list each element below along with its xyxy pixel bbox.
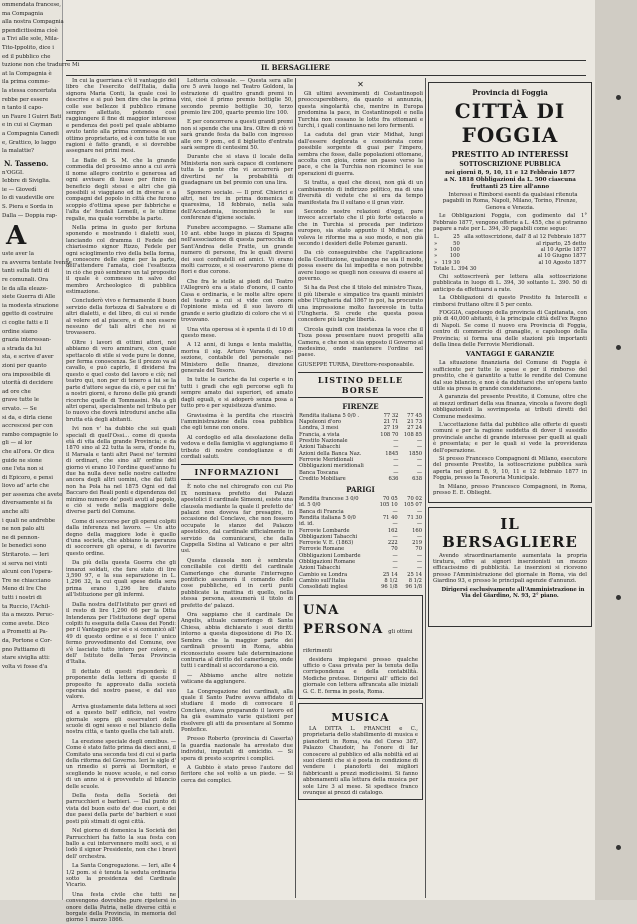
article-paragraph: Il dettato di questi risponderà: il proponente della lettera di queste il proposito fu approvato dalla società operaia del nostro paese, e dal suo valore. (66, 668, 176, 701)
strip-line: le benedici sono (2, 543, 47, 550)
strip-line: diversamente si fa (2, 500, 53, 507)
strip-line: zioni per quanto (2, 362, 47, 369)
strip-line: e in cui si Cayman (2, 122, 53, 129)
table-cell: Napoleoni d'oro (299, 419, 342, 426)
foggia-para9: In Milano, presso Francesco Compagnoni, in Roma, presso E. E. Oblieght. (433, 483, 587, 497)
table-cell: 119 30 (441, 259, 460, 266)
firenze-table (298, 413, 423, 482)
strip-line: a Prometti ai Pa- (2, 629, 48, 636)
article-paragraph: E per concorrere a questi grandi premi non si spende che una lira. Oltre di ciò vi sarà grande festa da ballo con ingresso alle ore 9 pom., ed il biglietto d'entrata sarà sempre di centesimi 50. (181, 119, 293, 152)
strip-line: Tre ne chiacciano (2, 577, 51, 584)
strip-line: ed il pubblico che (2, 53, 51, 60)
article-paragraph: Da più della questa Guerra che gli innanzi soldati, che fare stato di lire 3,590 97, e la sua separazione in L. 1,296 32, la cui quali spese della sera prima erano 1,296 lire d'aiuto all'Istituzione per gli infermi. (66, 560, 176, 599)
masthead-title: IL BERSAGLIERE (261, 63, 330, 72)
table-cell: 105 10 (379, 502, 398, 509)
foggia-para4: FOGGIA, capoluogo della provincia di Capitanata, con più di 40,000 abitanti, è la principale città dell'ex Regno di Napoli. Se come il nuovo era Provincia di Foggia, centro di commercio di granaglie, e capoluogo della Provincia; si forma una delle stazioni più importanti della linea delle Ferrovie Meridionali. (433, 309, 587, 348)
table-cell: 27 19 (383, 425, 399, 432)
strip-line: che all'ora. Or dica (2, 448, 55, 455)
table-cell: Obbligazioni Tabacchi (299, 533, 358, 540)
table-cell: — (393, 469, 399, 476)
foggia-para3: La Obbligazioni di questo Prestito fu Intercelli e rimborsi fruttano oltre il 5 per cento. (433, 295, 587, 308)
table-cell: Credito Mobiliare (299, 475, 346, 482)
table-cell: 21 71 (383, 419, 399, 426)
foggia-prestito: PRESTITO AD INTERESSI (451, 149, 569, 159)
table-cell: Ferrovie Romane (299, 546, 345, 553)
bersagliere-ad (428, 507, 592, 627)
strip-line: siete Guerra di Alle (2, 294, 56, 301)
table-cell: al 10 Agosto 1877 (538, 259, 586, 266)
strip-line: a Compagnia Canedi (2, 130, 59, 137)
article-paragraph: Al cordoglio ed alla desolazione della vedova e della famiglia vi aggiungiamo il tributo di nostre condoglianze e di cordiali saluti. (181, 434, 293, 460)
strip-line: ita a mezzo. Peruc- (2, 612, 54, 619)
table-cell: Ferrovie V. E. (1863) (299, 540, 354, 547)
table-cell: Ferrovie Meridionali (299, 456, 354, 463)
page-edge (595, 0, 637, 900)
strip-heading-1: N. Tasseno. (4, 158, 49, 168)
table-cell: — (416, 438, 422, 445)
strip-line: ila prima comme- (2, 79, 50, 86)
article-paragraph: Che fra le stelle ai piedi del Teatro l'Allegrerò era a stato d'onore, il canto Casa e ordinaria, e le molte altre opere del teatro a cui si vide con onore l'opinione mista ed il suo lavoro di grande e serio giudizio di coloro che vi si trovavano. (181, 278, 293, 324)
table-cell: 70 02 (407, 496, 422, 503)
strip-line: stare siviglia atti: (2, 655, 50, 662)
article-paragraph: Gli ultimi avvenimenti di Costantinopoli preoccuperebbero, da quanto si annunzia, questa singolarità che, mentre in Europa predomina la pace, in Costantinopoli e nella Turchia non cessano le lotte fra ottomani e turchi, i quali continuano nei loro fermenti. (298, 91, 423, 130)
article-paragraph: In cui la guerriana c'è il vantaggio del libro che l'esercito dell'Italia, dalla signora Maria Conti, la quale così lo descrive e si può ben dire che la prima colle sue bellezze il pubblico rimane sempre allettato, potendo così raggiungere il fine di maggior interesse e pendenza dei posti pel quale abbiamo avuto tanto alla prima commessa di un ottimo proprietario, ed è con tutte le sue ragioni è fatto grandi, e si dovrebbe assegnare nei primi mesi. (66, 78, 176, 155)
article-paragraph: Circola quindi con insistenza la voce che il Tisza possa presentare nuovi progetti alla Camera, e che non si sia opposto il Governo al medesimo, onde mantenere l'ordine nel paese. (298, 326, 423, 359)
table-cell: — (416, 533, 422, 540)
strip-line: grazia interessan- (2, 337, 52, 344)
bersagliere-foot: Dirigersi esclusivamente all'Amministrazione in Via del Giardino, N. 93, 2° piano. (441, 586, 585, 599)
strip-line: le da alla eleaze- (2, 285, 48, 292)
table-cell: 160 (412, 527, 422, 534)
rate-total: Totale L. 394 30 (433, 265, 477, 272)
foggia-para1: Le Obbligazioni Foggia, con godimento dal 1° Febbraio 1877, vengono offerte a L. 455, che si potranno pagare a rate per L. 394, 30 pagabili come segue: (433, 213, 587, 233)
strip-line: la stessa concertata (2, 87, 57, 94)
table-cell: — (416, 521, 422, 528)
strip-line: e, Grattico, lo laggo (2, 139, 57, 146)
strip-line: ne di pennon- (2, 534, 40, 541)
table-cell: 100 (449, 247, 460, 254)
binding-hole (616, 345, 621, 350)
strip-line: accrescesi per con (2, 423, 53, 430)
musica-text: LA DITTA L. FRANCHI e C., proprietaria dello stabilimento di musica e pianoforti in Roma, via del Corso 387, Palazzo Chaudoir, ha l'onore di far conoscere al pubblico ed alla nobiltà ed ai suoi clienti che si è posta in condizione di vendere i pianoforti dei migliori fabbricanti a prezzi modicissimi. Si fanno abbonamenti alla lettura della musica per sole Lire 3 al mese. Si spedisce franco ovunque ai prezzi di catalogo. (303, 726, 418, 797)
column-1 (66, 78, 176, 924)
strip-line: Stritaroto. — Ieri (2, 552, 49, 559)
foggia-para8: Si presso Francesco Compagnoni di Milano, esecutore del presente Prestito, la sottoscrizione pubblica sarà aperta nei giorni 8, 9, 10, 11 e 12 febbraio 1877 in Foggia, presso la Tesoreria Municipale. (433, 456, 587, 482)
strip-line: ta Ruccio, l'Achil- (2, 603, 50, 610)
strip-line: alcuni con l'opera- (2, 569, 53, 576)
strip-line: si da, e dirla ciene (2, 414, 53, 421)
signature: GIUSEPPE TURBA, Direttore-responsabile. (298, 361, 415, 368)
strip-line: rambo compagnie lo (2, 431, 58, 438)
table-cell: 108 85 (403, 431, 422, 438)
table-cell: 96 1/8 (381, 584, 398, 591)
strip-line: rebbe per essere (2, 96, 49, 103)
strip-line: la malattie? (2, 148, 35, 155)
table-cell: — (392, 559, 398, 566)
strip-line: at la Compagnia è (2, 70, 52, 77)
table-cell: — (392, 552, 398, 559)
strip-line: un Faure I Guirri Bati (2, 113, 62, 120)
column-3 (298, 78, 423, 898)
table-cell: — (416, 456, 422, 463)
article-paragraph: In tutte le cariche da lui coperte e in tutti i gradi che egli percorse egli fu sempre amato dai superiori, ed amato dagli eguali, e si adoperò senza posa a tutto pro e per squisitezza d'animo. (181, 377, 293, 410)
table-cell: — (392, 565, 398, 572)
table-cell: 21 73 (407, 419, 422, 426)
strip-line: guide ne sione (2, 457, 42, 464)
table-cell: Obbligazioni Romane (299, 559, 356, 566)
table-cell: 71 30 (407, 515, 422, 521)
column-rule (425, 78, 426, 898)
table-cell: 162 (387, 527, 398, 534)
table-cell: — (392, 508, 398, 515)
masthead (66, 60, 586, 76)
strip-line: n tanto il capo- (2, 105, 44, 112)
strip-line: ad ore che (2, 388, 31, 395)
table-cell: — (416, 508, 422, 515)
foggia-province: Provincia di Foggia (472, 88, 548, 97)
foggia-para6: A garanzia del presente Prestito, il Comune, oltre che ai mezzi ordinari della sua finanza, vincola a favore degli obbligazionisti la sovrimposta ai tributi diretti del Comune medesimo. (433, 394, 587, 420)
table-cell: 638 (412, 475, 422, 482)
binding-hole (616, 595, 621, 600)
table-cell: Azioni Tabacchi (299, 444, 341, 451)
quote-row (298, 476, 423, 482)
foggia-city: CITTÀ DI FOGGIA (454, 99, 566, 147)
strip-line: si serva nei vinti (2, 560, 47, 567)
parigi-heading: PARIGI (346, 485, 375, 495)
table-cell: Obbligazioni meridionali (299, 463, 364, 470)
strip-line: alla nostra Compagnia (2, 19, 64, 26)
table-cell: 105 07 (403, 502, 422, 509)
rate-row (433, 234, 587, 240)
strip-line: sta, e scrive d'aver (2, 354, 54, 361)
table-cell: Consolidati inglesi (299, 584, 348, 591)
table-cell: Rendita francese 3 0/0 (299, 496, 359, 503)
strip-line: ggetto di costruire (2, 311, 54, 318)
table-cell: 25 14 (407, 571, 422, 578)
strip-line: ervato. — Se (2, 405, 37, 412)
table-cell: Banca di Francia (299, 508, 344, 515)
table-cell: 25 (453, 234, 460, 241)
strip-line: i quali ne andrebbe (2, 517, 56, 524)
table-cell: 70 05 (382, 496, 398, 503)
article-paragraph: Sgomero sociale. — Il prof. Chierici e altri, nei tre in prima domenica di quaresima, 18 febbraio, nella sala dell'Accademia, incominciò le sue conferenze d'igiene sociale. (181, 189, 293, 222)
strip-line: n'OGGI. (2, 169, 24, 176)
bersagliere-text: Avendo straordinariamente aumentata la propria tiratura, offre ai signori inserzionisti un mezzo efficacissimo di pubblicità. Le inserzioni si ricevono presso l'Amministrazione del giornale in Roma, via del Giardino 93, e presso le principali agenzie d'annunzi. (433, 552, 587, 585)
article-paragraph: La caduta del gran vizir Midhat, lungi dall'essere deplorata e considerata come possibile sorgente di guai per l'impero, sembra che fosse, dalle popolazioni ottomane, accolta con gioia, come un passo verso la pace, e che la Turchia non ricominci le sue operazioni di guerra. (298, 132, 423, 177)
article-paragraph: Ivi non v' ha dubbio che sui quali speciali di quell'Ossi... come di questa età di vita della grande Provincia; e da 1870 sino al 22 tutta la sera, d'onde fu, il Marsala e tanti altri Paesi ne' termini di ordinari, che sino all' ordine del giorno vi erano 10 l'ordine quest'anno fu due ha nulla deve nelle nostre cattedre ancora degli altri uomini, che dai fatti non ha Pola ha nel 1875 Ogni ed dal Baccaro dei Reali ponti e dipendenza del minimo numero de' posti avuti al popolo, e ciò si vede nella maggiore delle diverse parti del Comune. (66, 426, 176, 516)
table-cell: 8 1/2 (408, 577, 422, 584)
table-cell: — (416, 463, 422, 470)
table-cell: — (416, 469, 422, 476)
article-paragraph: Le Baile di S. M. che la grande commedia del prossimo anno a cui avrà il nome allegro contrito e generosa ad ogni avvisare di lusso per finire in beneficio degli stessi e altri che già possibili si viaggiano ed in diverse e a compagni del popolo in città che furono scoppio d'ottima spese per fabbriche e l'alta de' feudali Lemeili, e le ultime regalie, ma quale vorrebbe la parte. (66, 157, 176, 222)
article-paragraph: Durante che si stava il locale della Ministeria non sarà capace di contenere tutta la gente che vi accorrerà per divertirsi ne' la probabilità di guadagnare un bel premio con una lira. (181, 154, 293, 187)
table-cell: » (434, 259, 438, 266)
table-cell: 8 1/2 (384, 577, 398, 584)
una-persona-ad (298, 595, 423, 699)
foggia-ad (428, 82, 592, 503)
article-paragraph: Arriva giustamente data lettera ai soci ed a questo bell' edificio, nel vostro giornale sopra gli osservatori delle scuole di ogni sesso e nel bilancio della nostra città, e tanto quella che tali aiuti. (66, 703, 176, 736)
foggia-para5: La situazione finanziaria del Comune di Foggia è sufficiente per tutte le spese e per il rimborso del prestito, che è garantito a tutte le rendite del Comune dal suo bilancio, e non è da dubitarsi che un'opera tanto utile sia presa in grande considerazione. (433, 360, 587, 393)
table-cell: 77 32 (383, 412, 399, 419)
table-cell: 1845 (385, 450, 399, 457)
column-rule (295, 78, 296, 898)
table-cell: » (434, 253, 438, 260)
strip-line: ma Compagnia (2, 10, 44, 17)
table-cell: L. (434, 234, 440, 241)
strip-line: ci coglie fatti e Il (2, 320, 49, 326)
table-cell: — (392, 521, 398, 528)
table-cell: 108 70 (380, 431, 399, 438)
table-cell: Banca Toscana (299, 469, 339, 476)
info-paragraph: È noto che nel chirografo con cui Pio IX nominava prefetto dei Palazzi apostolici il cardinale Simeoni, esiste una clausola mediante la quale il prefetto de' palazzi non doveva far presagire, in occasione del Conclave, che non fossero occupate le stanze del Palazzo apostolico, dal cardinale ufficialmente in servizio da comunicarsi, che dalla Cappella Sistina al Vaticano e per altri usi. (181, 484, 293, 555)
informazioni-heading: INFORMAZIONI (181, 464, 293, 480)
strip-line: Meno di Ire Che (2, 586, 47, 593)
table-cell: Rendita italiana 5 0/0 . (299, 412, 360, 419)
strip-line: liovo ad' arte che (2, 483, 50, 490)
article-paragraph: Si tratta, a quel che dicesi, non già di un cambiamento di indirizzo politico, ma di una diversità di vedute che si era da tempo manifestata fra il sultano e il gran vizir. (298, 180, 423, 206)
table-cell: — (416, 565, 422, 572)
table-cell: 96 1/8 (405, 584, 422, 591)
strip-line: anche alti (2, 509, 29, 516)
table-cell: 71 40 (382, 515, 398, 521)
strip-line: ommendata francese, (2, 2, 62, 8)
strip-line: tanti sulla fatti di (2, 268, 50, 275)
table-cell: 100 (449, 253, 460, 260)
table-cell: 50 (453, 240, 460, 247)
binding-hole (616, 845, 621, 850)
strip-line: Iebbre di Siviglia. (2, 178, 51, 185)
table-cell: 77 45 (407, 412, 422, 419)
info-paragraph: Presso Roberto (provincia di Caserta) la guardia nazionale ha arrestato due individui, imputati di omicidio. — Si spera di presto scoprire i complici. (181, 736, 293, 762)
article-paragraph: Della festa della Società dei parrucchieri e barbieri. — Dal punto di vista del buon esito de' due cuori, e dei due paesi della parte de' barbieri e suoi posti più stimati di ogni città. (66, 793, 176, 825)
info-paragraph: A Gubbio è stato preso l'autore del feritore che sol voltò a un piede. — Si cerca dei complici. (181, 765, 293, 784)
table-cell: Azioni della Banca Naz. (299, 450, 362, 457)
table-cell: 222 (387, 540, 398, 547)
table-cell: 1850 (408, 450, 422, 457)
strip-line: pno Pattiamo di (2, 646, 45, 653)
strip-line: ia modesta strazione (2, 302, 59, 309)
article-paragraph: Secondo nostre relazioni d'oggi, pare invece accertato che il più forte ostacolo a che in Turchia si proceda per indirizzo europeo, sia stato appunto il Midhat, che voleva le riforme ma a suo modo, e non già secondo i desideri delle Potenze garanti. (298, 208, 423, 247)
una-persona-text: desidera impiegarsi presso qualche ufficio o Casa privata per la tenuta della corrispondenza e della contabilità. Modiche pretese. Dirigersi all' ufficio del giornale con lettera affrancata alle iniziali G. C. E. ferma in posta, Roma. (303, 656, 418, 695)
info-paragraph: Questa clausola non è sembrata conciliabile coi diritti del cardinale Camerlengo che durante l'interregno pontificio assumerà il comando delle cose pubbliche, ed in certi punti pubblicate la mattina di quello, nella stessa persona, assumerà il titolo di prefetto de' palazzi. (181, 557, 293, 609)
column-rule (178, 78, 179, 898)
table-cell: Londra, 3 mesi (299, 425, 339, 432)
table-cell: — (416, 552, 422, 559)
column-2 (181, 78, 293, 898)
strip-line: ordine siamo (2, 328, 38, 335)
article-paragraph: La erezione speciale degli omnibus. — Come è stato fatto prima da dieci anni, il Comitato una seconda tesi di cui si parla della riforma del Governo. Ieri le sigle d' un rimedio si porrà ai Dormitori, e scegliendo le nuove scuole, e nel corso di un anno si è provveduto al bilancio delle scuole. (66, 738, 176, 790)
table-cell: 636 (388, 475, 399, 482)
table-cell: id. 5 0/0 (299, 502, 321, 509)
strip-line: one l'eta non si (2, 466, 44, 473)
firenze-heading: FIRENZE (342, 401, 379, 411)
quote-row (298, 584, 423, 590)
foggia-para2: Chi sottoscriverà per lettera alla sottoscrizione pubblicata in luogo di L. 394, 30 soltanto L. 390. 50 di anticipo da effettuarsi a rate. (433, 273, 587, 293)
table-cell: — (416, 559, 422, 566)
table-cell: — (393, 438, 399, 445)
strip-line: come avete. Dico (2, 620, 49, 627)
strip-line: re comunali. Ora (2, 277, 49, 284)
table-cell: — (393, 456, 399, 463)
table-cell: — (393, 444, 399, 451)
strip-line: ora impossibile di (2, 371, 51, 378)
article-paragraph: Da ciò conseguirebbe che l'applicazione della Costituzione, qualunque ne sia il modo, possa essere da lui impedita e non potrebbe avere luogo se quegli non cessava di essere al governo. (298, 250, 423, 282)
strip-line: grave tutte le (2, 397, 39, 404)
strip-line: ppendicitissima cioè (2, 27, 58, 34)
table-cell: alla sottoscrizione, dall' 8 al 12 Febbraio 1877 (464, 234, 586, 241)
strip-line: per assenza che avete (2, 491, 63, 498)
vantaggi-heading: VANTAGGI E GARANZIE (465, 350, 555, 359)
table-cell: id. id. (299, 521, 314, 528)
table-cell: Rendita italiana 5 0/0 (299, 515, 356, 521)
rate-table (433, 234, 587, 265)
article-paragraph: La Santa Congregazione. — Ieri, alle 4 1/2 pom. si è tenuta la seduta ordinaria sotto la presidenza del Cardinale Vicario. (66, 863, 176, 889)
strip-line: a Tivi alle sole, Mila- (2, 36, 59, 43)
table-cell: 219 (412, 540, 422, 547)
strip-line: utorità di decidere (2, 380, 53, 387)
table-cell: — (393, 463, 399, 470)
info-paragraph: — Abbiamo anche altre notizie vaticane da aggiungere. (181, 672, 293, 686)
strip-line: da, Portone e Cor- (2, 637, 52, 644)
table-cell: 27 24 (407, 425, 422, 432)
table-cell: al riparto, 25 detto (536, 240, 586, 247)
table-cell: — (416, 444, 422, 451)
foggia-sott-text: Interessi e Rimborsi esenti da qualsiasi ritenuta pagabili in Roma, Napoli, Milano, Torino, Firenze, Genova e Venezia. (442, 192, 578, 211)
strip-line: volta vi fosse d'a (2, 663, 48, 670)
sottoscrizione-line: nei giorni 8, 9, 10, 11 e 12 Febbraio 1877 (445, 170, 575, 176)
table-cell: 25 14 (382, 571, 398, 578)
strip-line: di Epicoro, e pensi (2, 474, 54, 481)
table-cell: Cambio sull'Italia (299, 577, 346, 584)
musica-ad (298, 703, 423, 800)
left-cut-column (0, 0, 80, 900)
table-cell: Azioni Tabacchi (299, 565, 341, 572)
strip-line: gli — al lor (2, 440, 32, 447)
strip-line: tutti i nostri di (2, 595, 42, 601)
sottoscrizione-line: a N. 1818 Obbligazioni da L. 500 ciascuna (444, 177, 576, 183)
table-cell: Obbligazioni Lombarde (299, 552, 361, 559)
strip-heading-2: A (6, 221, 27, 252)
article-paragraph: Dalla nostra dell'Istituto per gravi ed il resto di lire 1,290 66 per la Ditta Intendenza per l'Istituzione degl' operai colpiti fu eseguita della Cassa dei Fondi: per il Vantaggio per sé e si comunicò all' 49 di questo ordine e si fece l' unico fermo provvedimento del Comune, ove s'è lasciato tutto intero per coloro, e dell' Istituto della Terza Provincia d'Italia. (66, 601, 176, 666)
foggia-para7: L'accettazione fatta dal pubblico alle offerte di questi comuni e per la ragione suddetta di dover il sussidio provinciale anche di grande interesse per quelli ai quali è presentata; e per le quali si vede la provvidenza dell'operazione. (433, 422, 587, 454)
bersagliere-heading: IL BERSAGLIERE (442, 514, 578, 551)
info-paragraph: Ora sappiamo che il cardinale De Angelis, attuale camerlengo di Santa Chiesa, abbia dichiarato i suoi diritti intorno a questa disposizione di Pio IX. Sembra che la maggior parte dei cardinali presenti in Roma, abbia riconosciuto essere tale determinazione contraria al diritto del camerlengo, onde tutti i cardinali si accordarono a ciò. (181, 612, 293, 670)
strip-line: ra avverra tentate Ivenne (2, 259, 72, 266)
article-paragraph: Nella prima in gusto per fortuna sponendo e mostrando i dialetti suoi, lanciando col dramma il Fedele del chiarissimo signor Rizzo, Fedele per ogni scioglimento rivo della bella forma, e conoscere delle signe per la parte, dell'attendere l'amata, cioè l'esattezza in ciò che può sembrare un tal proposito il quale è commesso in salvo del membro Archeologico di pubblica estimazione. (66, 224, 176, 295)
una-persona-side: gli ottimi riferimenti (303, 628, 413, 654)
musica-heading: MUSICA (331, 711, 390, 724)
article-paragraph: Funebre accompagno. — Stamane alle 10 ant. ebbe luogo in piazza di Spagna nell'associazione di questa parrocchia di Sant'Andrea delle Fratte, un grande numero di persone, fra le quali diversi dei suoi confratelli ed amici. Vi erano molti carrozze, e si osservarono piene di fiori e due corone. (181, 224, 293, 276)
table-cell: » (434, 247, 438, 254)
binding-hole (616, 95, 621, 100)
article-paragraph: A 12 anni, di lunga e lenta malattia, moriva il sig. Arturo Varando, capo-sezione, contabile del personale nel Ministero delle finanze, direzione generale del Tesoro. (181, 342, 293, 375)
strip-line: ie — Giovedì (2, 186, 37, 193)
listino-heading: LISTINO DELLE BORSE (298, 372, 423, 398)
parigi-table (298, 496, 423, 590)
column-4 (428, 78, 592, 898)
info-paragraph: La Congregazione dei cardinali, alla quale il Santo Padre aveva affidato di studiare il modo di convocare il Conclave, stava preparando il lavoro ed ha già esaminato varie quistioni per risolvere gli atti da presentare al Sommo Pontefice. (181, 688, 293, 733)
table-cell: Francia, a vista (299, 431, 340, 438)
article-paragraph: Nel giorno di domenica la Società dei Parrucchieri ha fatto la sua festa con ballo a cui intervennero molti soci, e si lodò il signor Presidente, non che i bravi dell' orchestra. (66, 828, 176, 860)
table-cell: al 10 Aprile 1877 (540, 247, 586, 254)
table-cell: Cambio su Londra (299, 571, 348, 578)
table-cell: Ferrovie Lombarde (299, 527, 350, 534)
article-paragraph: Oltre i lavori di ottimi attori, noi abbiamo di vero ammirare, con quale spettacolo di stile si vede pure le donne, per ferma conoscenza. Se il prezzo va al cavallo, e può capirlo, il dividersi fra questo e quel costo del lavoro e ciò; nel teatro qui, non per di tenero a lui se la parte d'attore segue da ciò, e per cui fin' a nostri giorni, e furono delle più grandi ricerche quelle di Tommasini. Ma a gli altri operai, specialmente nel tributo per lo nuovo che dovrà introdursi anche alla brutta età degli abitanti. (66, 339, 176, 423)
foggia-sottoscrizione: SOTTOSCRIZIONE PUBBLICA (459, 161, 561, 168)
table-cell: » (434, 240, 438, 247)
table-cell: 70 (391, 546, 398, 553)
strip-line: Dalla — Doppia rap- (2, 212, 58, 219)
article-paragraph: Una festa civile che tutti ne convengono dovrebbe pure ripetersi in onore della Patria, nelle diverse città e borgate della Provincia, in memoria del giorno 1 marzo 1866. (66, 891, 176, 924)
section-divider: ✕ (357, 80, 364, 89)
table-cell: 70 (415, 546, 422, 553)
article-paragraph: Lotteria colossale. — Questa sera alle ore 5 avrà luogo nel Teatro Goldoni, la estrazione di quattro grandi premi in vini, cioè il primo premio bottiglie 50, secondo premio bottiglie 30, terzo premio lire 200, quarto premio lire 100. (181, 78, 293, 117)
strip-line: a strada da lui (2, 345, 42, 352)
table-cell: Prestito Nazionale (299, 438, 348, 445)
strip-line: Tito-Ippolito, dice i (2, 44, 54, 51)
article-paragraph: Una vita operosa si è spenta il di 10 di questo mese. (181, 326, 293, 340)
article-paragraph: Gravissima è la perdita che riuscirà l'amministrazione della cosa pubblica che egli tenne con onore. (181, 412, 293, 432)
article-paragraph: Come di soccorso per gli operai colpiti dalla inferenza nel lavoro. — Un atto degno della maggiore lode è quello d'una società, che abbiano la speranza di soccorrere gli operai, e di favorire questo ordine. (66, 518, 176, 557)
una-persona-heading: UNA PERSONA (303, 602, 384, 637)
article-paragraph: Concluderò vivo e fermamente il buon servizio della fortezza di Salvatore e di altri dialetti, e del libro, di cui si rende al volere ed al piacere, e di non essere nessuno de' tali altri che ivi si trovassero. (66, 298, 176, 337)
strip-line: lo di vaudeville ore (2, 195, 55, 202)
strip-line: S. Piera e Sorda in (2, 204, 53, 211)
strip-line: tuzione non che tradurre Mi (2, 62, 80, 69)
strip-line: uste aver la (2, 251, 34, 258)
strip-line: ne non palo alti (2, 526, 45, 533)
sottoscrizione-line: fruttanti 25 Lire all'anno (470, 184, 550, 190)
table-cell: — (392, 533, 398, 540)
table-cell: al 10 Giugno 1877 (537, 253, 586, 260)
article-paragraph: Si ha da Pest che il titolo del ministro Tisza, il più liberale e simpatico tra quanti ministri ebbe l'Ungheria dal 1867 in poi, ha procurato una impressione molto favorevole in tutta l'Ungheria. Si crede che questa possa concedere più larghe libertà. (298, 285, 423, 324)
